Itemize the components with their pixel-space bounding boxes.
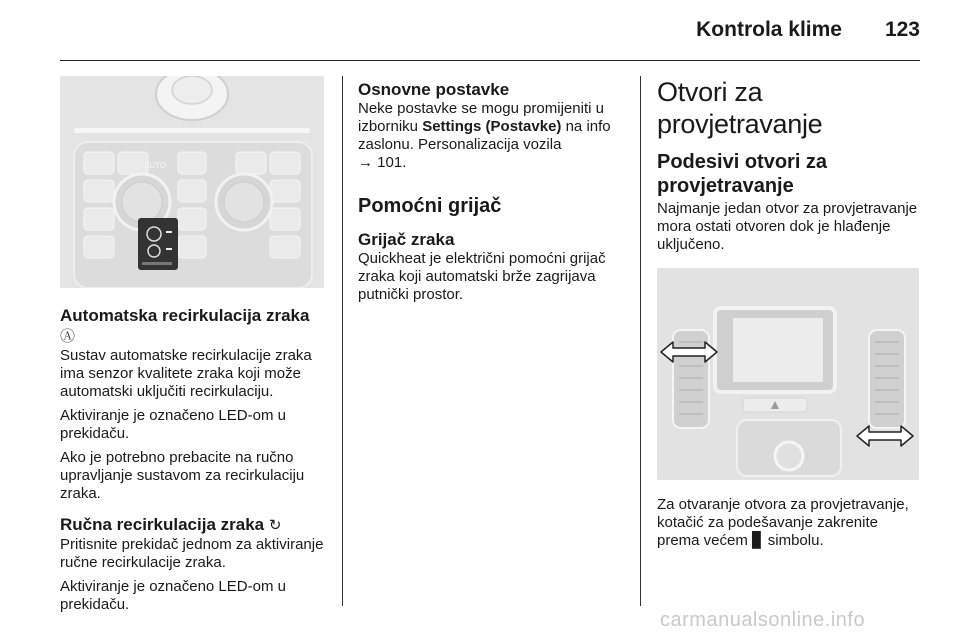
column-middle	[358, 80, 628, 304]
auto-recirc-paragraph-2: Aktiviranje je označeno LED-om u prekidaču.	[60, 407, 286, 442]
manual-recirc-paragraph-2: Aktiviranje je označeno LED-om u prekidaču.	[60, 578, 286, 613]
climate-panel-illustration	[60, 76, 324, 288]
basic-settings-text-a: Neke postavke se mogu promijeniti u izborniku	[358, 100, 604, 135]
vents-paragraph-2-text: Za otvaranje otvora za provjetravanje, kotačić za podešavanje zakrenite prema većem	[657, 496, 909, 549]
vents-paragraph-2-end: simbolu.	[763, 532, 824, 549]
column-divider-1	[342, 76, 343, 606]
basic-settings-paragraph	[358, 100, 628, 172]
page-number: 123	[884, 18, 920, 41]
section-title: Otvori za provjetravanje	[657, 77, 823, 139]
air-heater-subheading: Grijač zraka	[358, 230, 455, 249]
page-title: Kontrola klime	[696, 18, 842, 41]
vents-drawing	[657, 268, 919, 480]
basic-settings-text-b: na info zaslonu. Personalizacija vozila	[358, 118, 611, 153]
aux-heater-heading: Pomoćni grijač	[358, 195, 502, 217]
auto-recirc-paragraph-1: Sustav automatske recirkulacije zraka ima senzor kvalitete zraka koji može automatski uključiti recirkulaciju.	[60, 347, 312, 400]
auto-recirc-paragraph-3: Ako je potrebno prebacite na ručno upravljanje sustavom za recirkulaciju zraka.	[60, 449, 305, 502]
column-divider-2	[640, 76, 641, 606]
column-right	[657, 76, 922, 550]
climate-panel-drawing	[60, 76, 324, 288]
auto-recirc-icon: Ⓐ	[60, 328, 76, 345]
bar-symbol-icon: ▊	[752, 532, 764, 549]
watermark: carmanualsonline.info	[660, 609, 866, 631]
page-header	[0, 0, 960, 62]
basic-settings-heading: Osnovne postavke	[358, 80, 510, 99]
page-reference: → 101.	[358, 154, 407, 171]
header-divider	[60, 60, 920, 61]
column-left	[60, 76, 328, 614]
manual-recirc-paragraph-1: Pritisnite prekidač jednom za aktiviranje ručne recirkulacije zraka.	[60, 536, 324, 571]
manual-recirc-icon: ↻	[268, 517, 282, 534]
adjustable-vents-heading: Podesivi otvori za provjetravanje	[657, 151, 828, 197]
panel-auto-label: AUTO	[144, 161, 167, 170]
auto-recirc-heading	[60, 306, 328, 347]
vents-illustration	[657, 268, 919, 480]
air-heater-paragraph: Quickheat je električni pomoćni grijač zraka koji automatski brže zagrijava putnički prostor.	[358, 250, 606, 303]
vents-paragraph-2	[657, 496, 922, 550]
settings-menu-name: Settings (Postavke)	[422, 118, 562, 135]
manual-recirc-heading-text: Ručna recirkulacija zraka	[60, 515, 265, 534]
vents-paragraph-1: Najmanje jedan otvor za provjetravanje mora ostati otvoren dok je hlađenje uključeno.	[657, 200, 918, 253]
auto-recirc-heading-text: Automatska recirkulacija zraka	[60, 306, 310, 325]
manual-recirc-heading	[60, 515, 328, 536]
